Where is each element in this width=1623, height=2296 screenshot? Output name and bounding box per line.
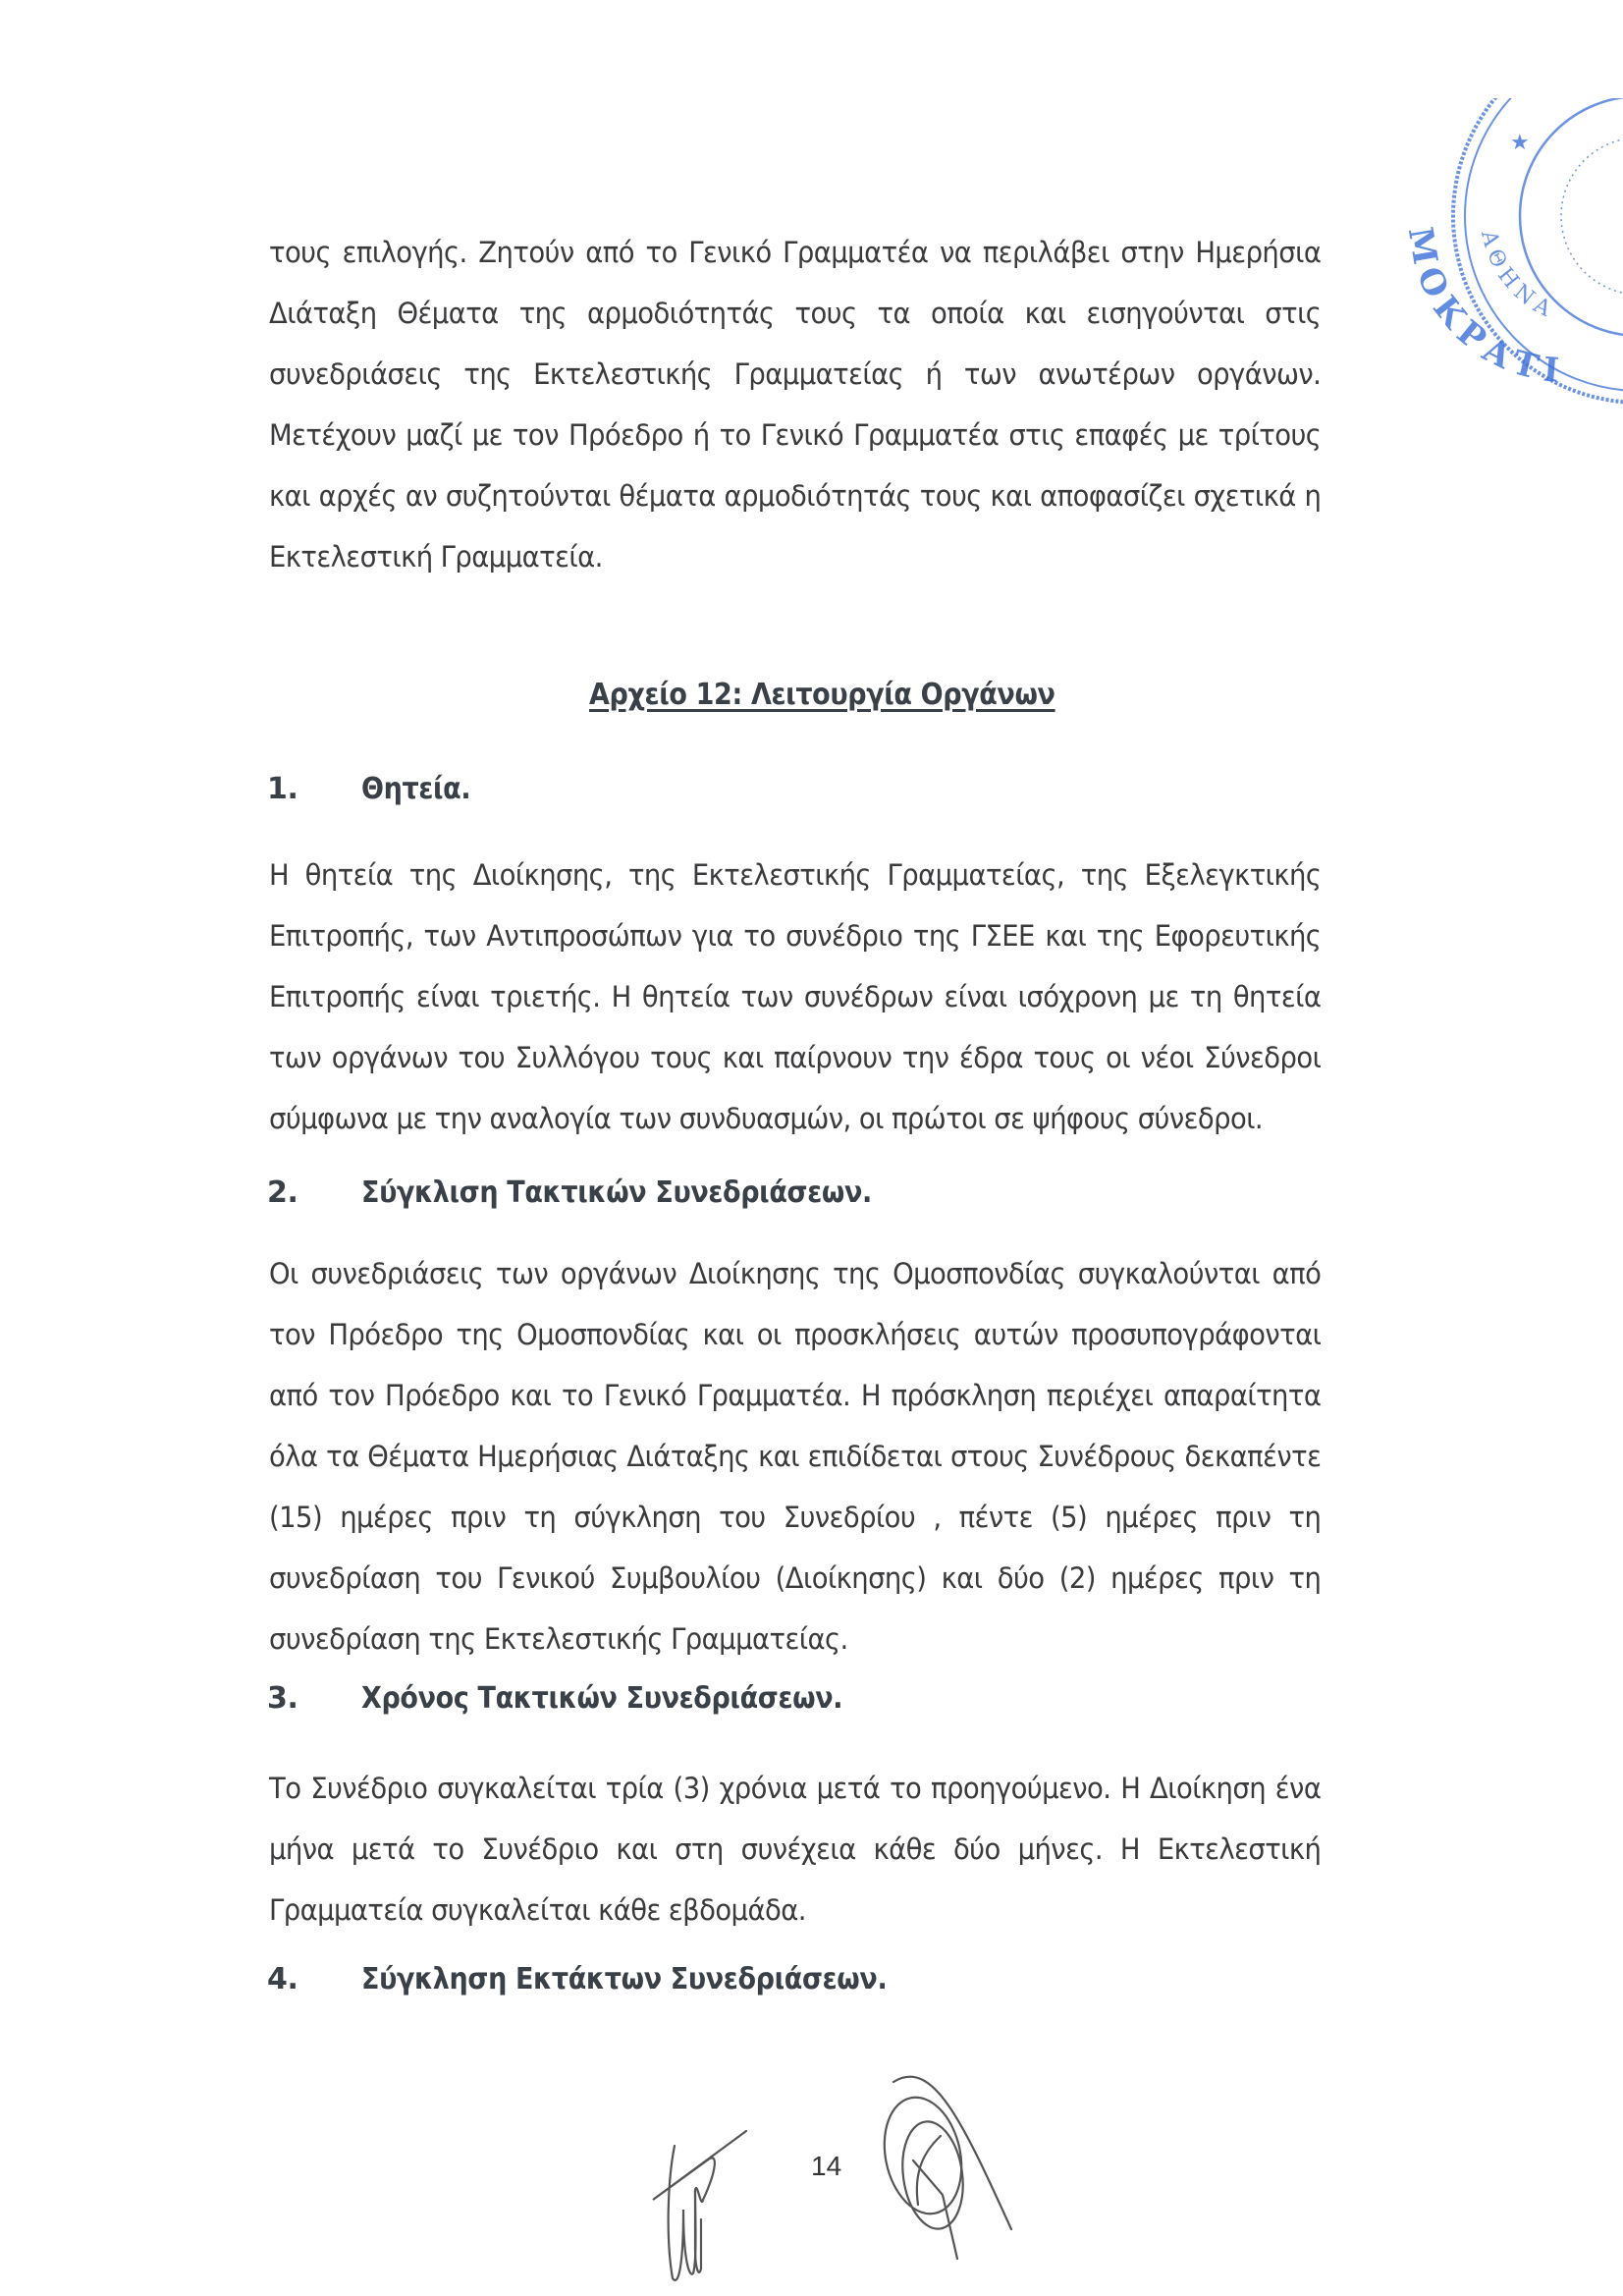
article-title: Αρχείο 12: Λειτουργία Οργάνων [589,678,1055,712]
paragraph-text: Οι συνεδριάσεις των οργάνων Διοίκησης της Ομοσπονδίας συγκαλούνται από τον Πρόεδρο της Ομοσπονδίας και οι προσκλήσεις αυτών προσυπογράφονται από τον Πρόεδρο και το Γενικό Γραμματέα. Η πρόσκληση περιέχει απαραίτητα όλα τα Θέματα Ημερήσιας Διάταξης και επιδίδεται στους Συνέδρους δεκαπέντε (15) ημέρες πριν τη σύγκληση του Συνεδρίου , πέντε (5) ημέρες πριν τη συνεδρίαση του Γενικού Συμβουλίου (Διοίκησης) και δύο (2) ημέρες πριν τη συνεδρίαση της Εκτελεστικής Γραμματείας. [269,1257,1322,1656]
section-number: 1. [267,772,298,806]
section-title: Θητεία. [361,772,471,806]
stamp-inner-text: ΑΘΗΝΑ [1476,228,1560,325]
section-body-1 [269,845,1321,1149]
signature-left-icon [638,2092,766,2288]
stamp-star-icon: ★ [1510,130,1530,154]
section-number: 3. [267,1681,298,1716]
continuation-paragraph [269,222,1321,587]
page-number: 14 [811,2151,842,2181]
section-title: Σύγκλιση Τακτικών Συνεδριάσεων. [361,1175,872,1210]
section-number: 2. [267,1175,298,1210]
signature-right-icon [864,2062,1021,2269]
section-title: Χρόνος Τακτικών Συνεδριάσεων. [361,1681,843,1716]
stamp-outer-text: ΜΟΚΡΑΤΙ [1399,224,1569,392]
official-stamp [1345,98,1623,412]
paragraph-text: Το Συνέδριο συγκαλείται τρία (3) χρόνια μετά το προηγούμενο. Η Διοίκηση ένα μήνα μετά το Συνέδριο και στη συνέχεια κάθε δύο μήνες. Η Εκτελεστική Γραμματεία συγκαλείται κάθε εβδομάδα. [269,1772,1322,1927]
section-title: Σύγκληση Εκτάκτων Συνεδριάσεων. [361,1962,888,1996]
paragraph-text: τους επιλογής. Ζητούν από το Γενικό Γραμματέα να περιλάβει στην Ημερήσια Διάταξη Θέματα της αρμοδιότητάς τους τα οποία και εισηγούνται στις συνεδριάσεις της Εκτελεστικής Γραμματείας ή των ανωτέρων οργάνων. Μετέχουν μαζί με τον Πρόεδρο ή το Γενικό Γραμματέα στις επαφές με τρίτους και αρχές αν συζητούνται θέματα αρμοδιότητάς τους και αποφασίζει σχετικά η Εκτελεστική Γραμματεία. [269,236,1322,574]
section-number: 4. [267,1962,298,1996]
section-body-3 [269,1758,1321,1941]
paragraph-text: Η θητεία της Διοίκησης, της Εκτελεστικής Γραμματείας, της Εξελεγκτικής Επιτροπής, των Αντιπροσώπων για το συνέδριο της ΓΣΕΕ και της Εφορευτικής Επιτροπής είναι τριετής. Η θητεία των συνέδρων είναι ισόχρονη με τη θητεία των οργάνων του Συλλόγου τους και παίρνουν την έδρα τους οι νέοι Σύνεδροι σύμφωνα με την αναλογία των συνδυασμών, οι πρώτοι σε ψήφους σύνεδροι. [269,858,1322,1135]
section-body-2 [269,1243,1321,1669]
